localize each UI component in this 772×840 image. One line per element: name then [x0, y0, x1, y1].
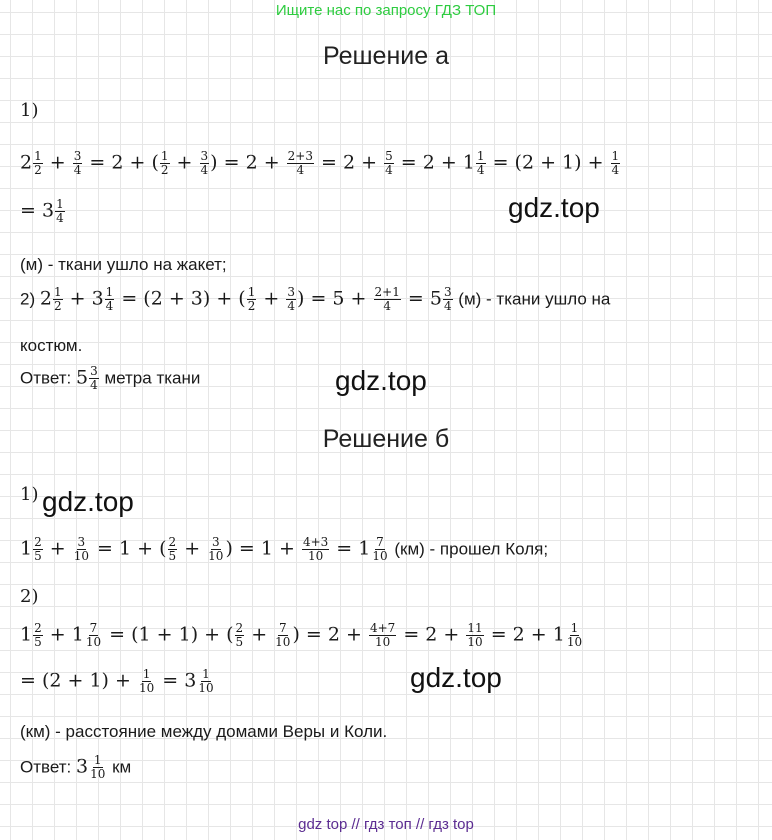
section-a-equation-1-result — [20, 198, 66, 225]
fraction-denominator: 4 — [90, 378, 98, 392]
section-a-jacket-text: (м) - ткани ушло на жакет; — [20, 255, 227, 274]
fraction — [247, 286, 257, 313]
fraction-denominator: 10 — [374, 635, 391, 649]
fraction-denominator: 5 — [235, 635, 244, 649]
math-token: + — [43, 151, 72, 174]
section-a-step2-continuation: костюм. — [20, 336, 83, 355]
math-token: = 2 + 1 — [484, 623, 565, 646]
section-b-equation-2 — [20, 622, 584, 649]
inline-text: (км) - прошел Коля; — [389, 539, 549, 559]
fraction — [85, 622, 102, 649]
inline-text: (м) - ткани ушло на — [453, 289, 611, 309]
fraction-denominator: 4 — [73, 163, 82, 177]
fraction — [466, 622, 483, 649]
section-a-step2-equation — [20, 286, 610, 313]
fraction — [476, 150, 486, 177]
fraction — [200, 150, 210, 177]
fraction — [73, 536, 90, 563]
inline-text: Ответ: — [20, 368, 76, 388]
fraction-denominator: 4 — [56, 211, 64, 225]
fraction — [287, 150, 314, 177]
fraction — [286, 286, 296, 313]
fraction — [369, 622, 396, 649]
fraction-numerator: 3 — [90, 364, 98, 378]
fraction-numerator: 1 — [611, 149, 620, 163]
fraction-numerator: 4+3 — [302, 535, 329, 549]
fraction — [105, 286, 115, 313]
math-token: 1 — [20, 623, 33, 646]
fraction-denominator: 4 — [443, 299, 452, 313]
fraction-numerator: 3 — [200, 149, 209, 163]
footer-links[interactable]: gdz top // гдз топ // гдз top — [298, 816, 474, 833]
math-token: = 2 + — [397, 623, 466, 646]
math-token: ) = 5 + — [297, 287, 373, 310]
fraction-numerator: 1 — [160, 149, 169, 163]
fraction-numerator: 1 — [247, 285, 256, 299]
section-a-step1-label: 1) — [20, 100, 39, 121]
fraction-numerator: 1 — [53, 285, 62, 299]
math-token: = 1 + ( — [91, 537, 167, 560]
math-token: 5 — [75, 366, 89, 389]
fraction-numerator: 1 — [570, 621, 579, 635]
math-token: = 2 + ( — [83, 151, 159, 174]
fraction — [33, 150, 43, 177]
fraction-denominator: 4 — [611, 163, 620, 177]
fraction — [73, 150, 83, 177]
section-b-step1-label: 1) — [20, 484, 39, 505]
fraction — [374, 286, 401, 313]
fraction — [302, 536, 329, 563]
fraction-numerator: 2 — [235, 621, 244, 635]
section-b-answer — [20, 754, 131, 781]
fraction-numerator: 1 — [202, 667, 210, 681]
fraction-numerator: 2+1 — [374, 285, 400, 299]
fraction-denominator: 2 — [247, 299, 256, 313]
fraction-denominator: 4 — [476, 163, 485, 177]
fraction-numerator: 2 — [34, 535, 42, 549]
section-b-title: Решение б — [322, 425, 450, 453]
fraction-denominator: 10 — [467, 635, 483, 649]
math-token: = 1 — [330, 537, 371, 560]
fraction — [274, 622, 291, 649]
fraction — [55, 198, 65, 225]
math-token: 1 — [20, 537, 33, 560]
fraction-numerator: 3 — [287, 285, 296, 299]
fraction-numerator: 4+7 — [369, 621, 396, 635]
fraction-numerator: 5 — [385, 149, 393, 163]
watermark: gdz.top — [508, 192, 600, 223]
fraction-numerator: 1 — [93, 753, 102, 767]
fraction-denominator: 4 — [200, 163, 209, 177]
fraction — [443, 286, 453, 313]
section-a-equation-1 — [20, 150, 621, 177]
fraction-denominator: 4 — [105, 299, 114, 313]
watermark: gdz.top — [410, 662, 502, 693]
fraction-denominator: 10 — [138, 681, 155, 695]
fraction-denominator: 10 — [73, 549, 90, 563]
fraction-numerator: 1 — [56, 197, 64, 211]
section-a-answer — [20, 365, 200, 392]
fraction — [207, 536, 224, 563]
math-token: ) = 1 + — [225, 537, 301, 560]
fraction-numerator: 3 — [211, 535, 220, 549]
math-token: = (2 + 1) + — [20, 669, 137, 692]
fraction — [33, 622, 43, 649]
math-token: + 1 — [43, 623, 84, 646]
math-token: = 3 — [156, 669, 197, 692]
fraction-numerator: 2 — [34, 621, 42, 635]
fraction — [160, 150, 170, 177]
math-token: + — [257, 287, 286, 310]
fraction-numerator: 3 — [73, 149, 82, 163]
top-banner[interactable]: Ищите нас по запросу ГДЗ ТОП — [275, 2, 497, 19]
fraction-numerator: 7 — [278, 621, 287, 635]
fraction-denominator: 10 — [307, 549, 324, 563]
fraction-denominator: 10 — [85, 635, 102, 649]
fraction — [168, 536, 178, 563]
fraction-denominator: 5 — [168, 549, 177, 563]
watermark: gdz.top — [42, 486, 134, 517]
section-b-step2-label: 2) — [20, 586, 39, 607]
fraction — [89, 365, 99, 392]
section-b-equation-2-result — [20, 668, 216, 695]
fraction-denominator: 2 — [53, 299, 62, 313]
math-token: 2 — [39, 287, 52, 310]
fraction-denominator: 4 — [296, 163, 305, 177]
fraction-denominator: 4 — [287, 299, 296, 313]
math-token: = 5 — [401, 287, 442, 310]
fraction-denominator: 5 — [34, 549, 42, 563]
fraction-numerator: 3 — [443, 285, 452, 299]
fraction — [197, 668, 214, 695]
fraction-numerator: 1 — [476, 149, 485, 163]
fraction — [611, 150, 621, 177]
fraction-numerator: 1 — [142, 667, 151, 681]
fraction — [371, 536, 388, 563]
fraction-denominator: 10 — [208, 549, 224, 563]
math-token: = (2 + 3) + ( — [115, 287, 246, 310]
math-token: = 3 — [20, 199, 55, 222]
watermark: gdz.top — [335, 365, 427, 396]
fraction-denominator: 5 — [34, 635, 42, 649]
fraction — [33, 536, 43, 563]
math-token: = (1 + 1) + ( — [103, 623, 234, 646]
fraction — [566, 622, 583, 649]
fraction-denominator: 2 — [160, 163, 169, 177]
section-b-equation-1 — [20, 536, 548, 563]
inline-text: км — [107, 757, 132, 777]
math-token: = 2 + 1 — [394, 151, 475, 174]
fraction-numerator: 11 — [467, 621, 483, 635]
math-token: + 3 — [63, 287, 104, 310]
fraction-numerator: 1 — [34, 149, 42, 163]
fraction-numerator: 2+3 — [287, 149, 313, 163]
inline-text: метра ткани — [99, 368, 201, 388]
section-a-title: Решение а — [323, 42, 449, 70]
math-token: 2 — [20, 151, 33, 174]
math-token: ) = 2 + — [292, 623, 368, 646]
fraction-denominator: 4 — [383, 299, 391, 313]
inline-text: 2) — [20, 289, 40, 309]
fraction — [384, 150, 394, 177]
math-token: + — [178, 537, 207, 560]
math-token: = (2 + 1) + — [486, 151, 610, 174]
math-token: 3 — [75, 755, 89, 778]
fraction-denominator: 10 — [198, 681, 214, 695]
fraction-numerator: 1 — [105, 285, 114, 299]
fraction-numerator: 7 — [376, 535, 384, 549]
fraction-denominator: 4 — [385, 163, 393, 177]
fraction — [53, 286, 63, 313]
fraction — [235, 622, 245, 649]
fraction-numerator: 7 — [89, 621, 98, 635]
fraction-denominator: 10 — [372, 549, 388, 563]
fraction-denominator: 10 — [275, 635, 291, 649]
fraction-denominator: 10 — [90, 767, 106, 781]
fraction — [89, 754, 106, 781]
inline-text: Ответ: — [20, 757, 76, 777]
math-token: = 2 + — [314, 151, 384, 174]
math-token: ) = 2 + — [210, 151, 286, 174]
fraction-denominator: 2 — [34, 163, 42, 177]
fraction-numerator: 3 — [77, 535, 86, 549]
math-token: + — [43, 537, 72, 560]
section-b-distance-text: (км) - расстояние между домами Веры и Коли. — [20, 722, 388, 741]
fraction-denominator: 10 — [566, 635, 583, 649]
math-token: + — [245, 623, 274, 646]
fraction — [138, 668, 155, 695]
math-token: + — [170, 151, 199, 174]
fraction-numerator: 2 — [168, 535, 177, 549]
